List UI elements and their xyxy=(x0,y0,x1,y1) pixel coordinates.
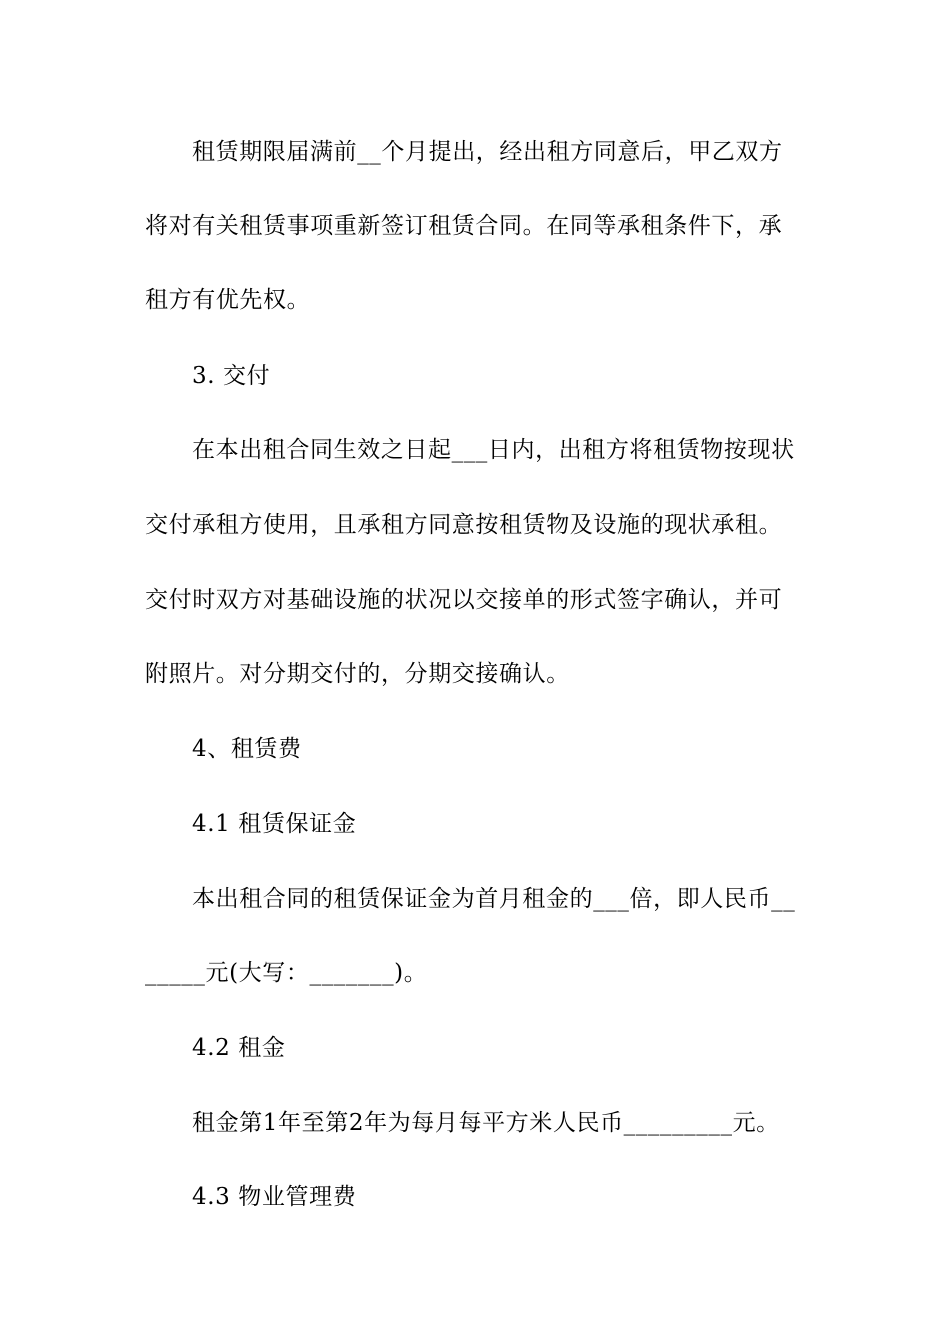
section-heading: 3. 交付 xyxy=(192,363,271,389)
paragraph-line: 将对有关租赁事项重新签订租赁合同。在同等承租条件下，承 xyxy=(145,213,783,239)
paragraph-line: 在本出租合同生效之日起___日内，出租方将租赁物按现状 xyxy=(192,437,795,463)
paragraph-line: 本出租合同的租赁保证金为首月租金的___倍，即人民币__ xyxy=(192,886,796,912)
paragraph-line: 交付时双方对基础设施的状况以交接单的形式签字确认，并可 xyxy=(145,587,783,613)
subsection-heading: 4.1 租赁保证金 xyxy=(192,811,357,837)
subsection-heading: 4.3 物业管理费 xyxy=(192,1184,357,1210)
paragraph-line: 租赁期限届满前__个月提出，经出租方同意后，甲乙双方 xyxy=(192,139,783,165)
paragraph-line: 交付承租方使用，且承租方同意按租赁物及设施的现状承租。 xyxy=(145,512,783,538)
paragraph-line: _____元(大写：_______)。 xyxy=(145,960,428,986)
paragraph-line: 租方有优先权。 xyxy=(145,287,311,313)
section-heading: 4、租赁费 xyxy=(192,736,302,762)
subsection-heading: 4.2 租金 xyxy=(192,1035,286,1061)
paragraph-line: 租金第1年至第2年为每月每平方米人民币_________元。 xyxy=(192,1110,780,1136)
paragraph-line: 附照片。对分期交付的，分期交接确认。 xyxy=(145,661,570,687)
